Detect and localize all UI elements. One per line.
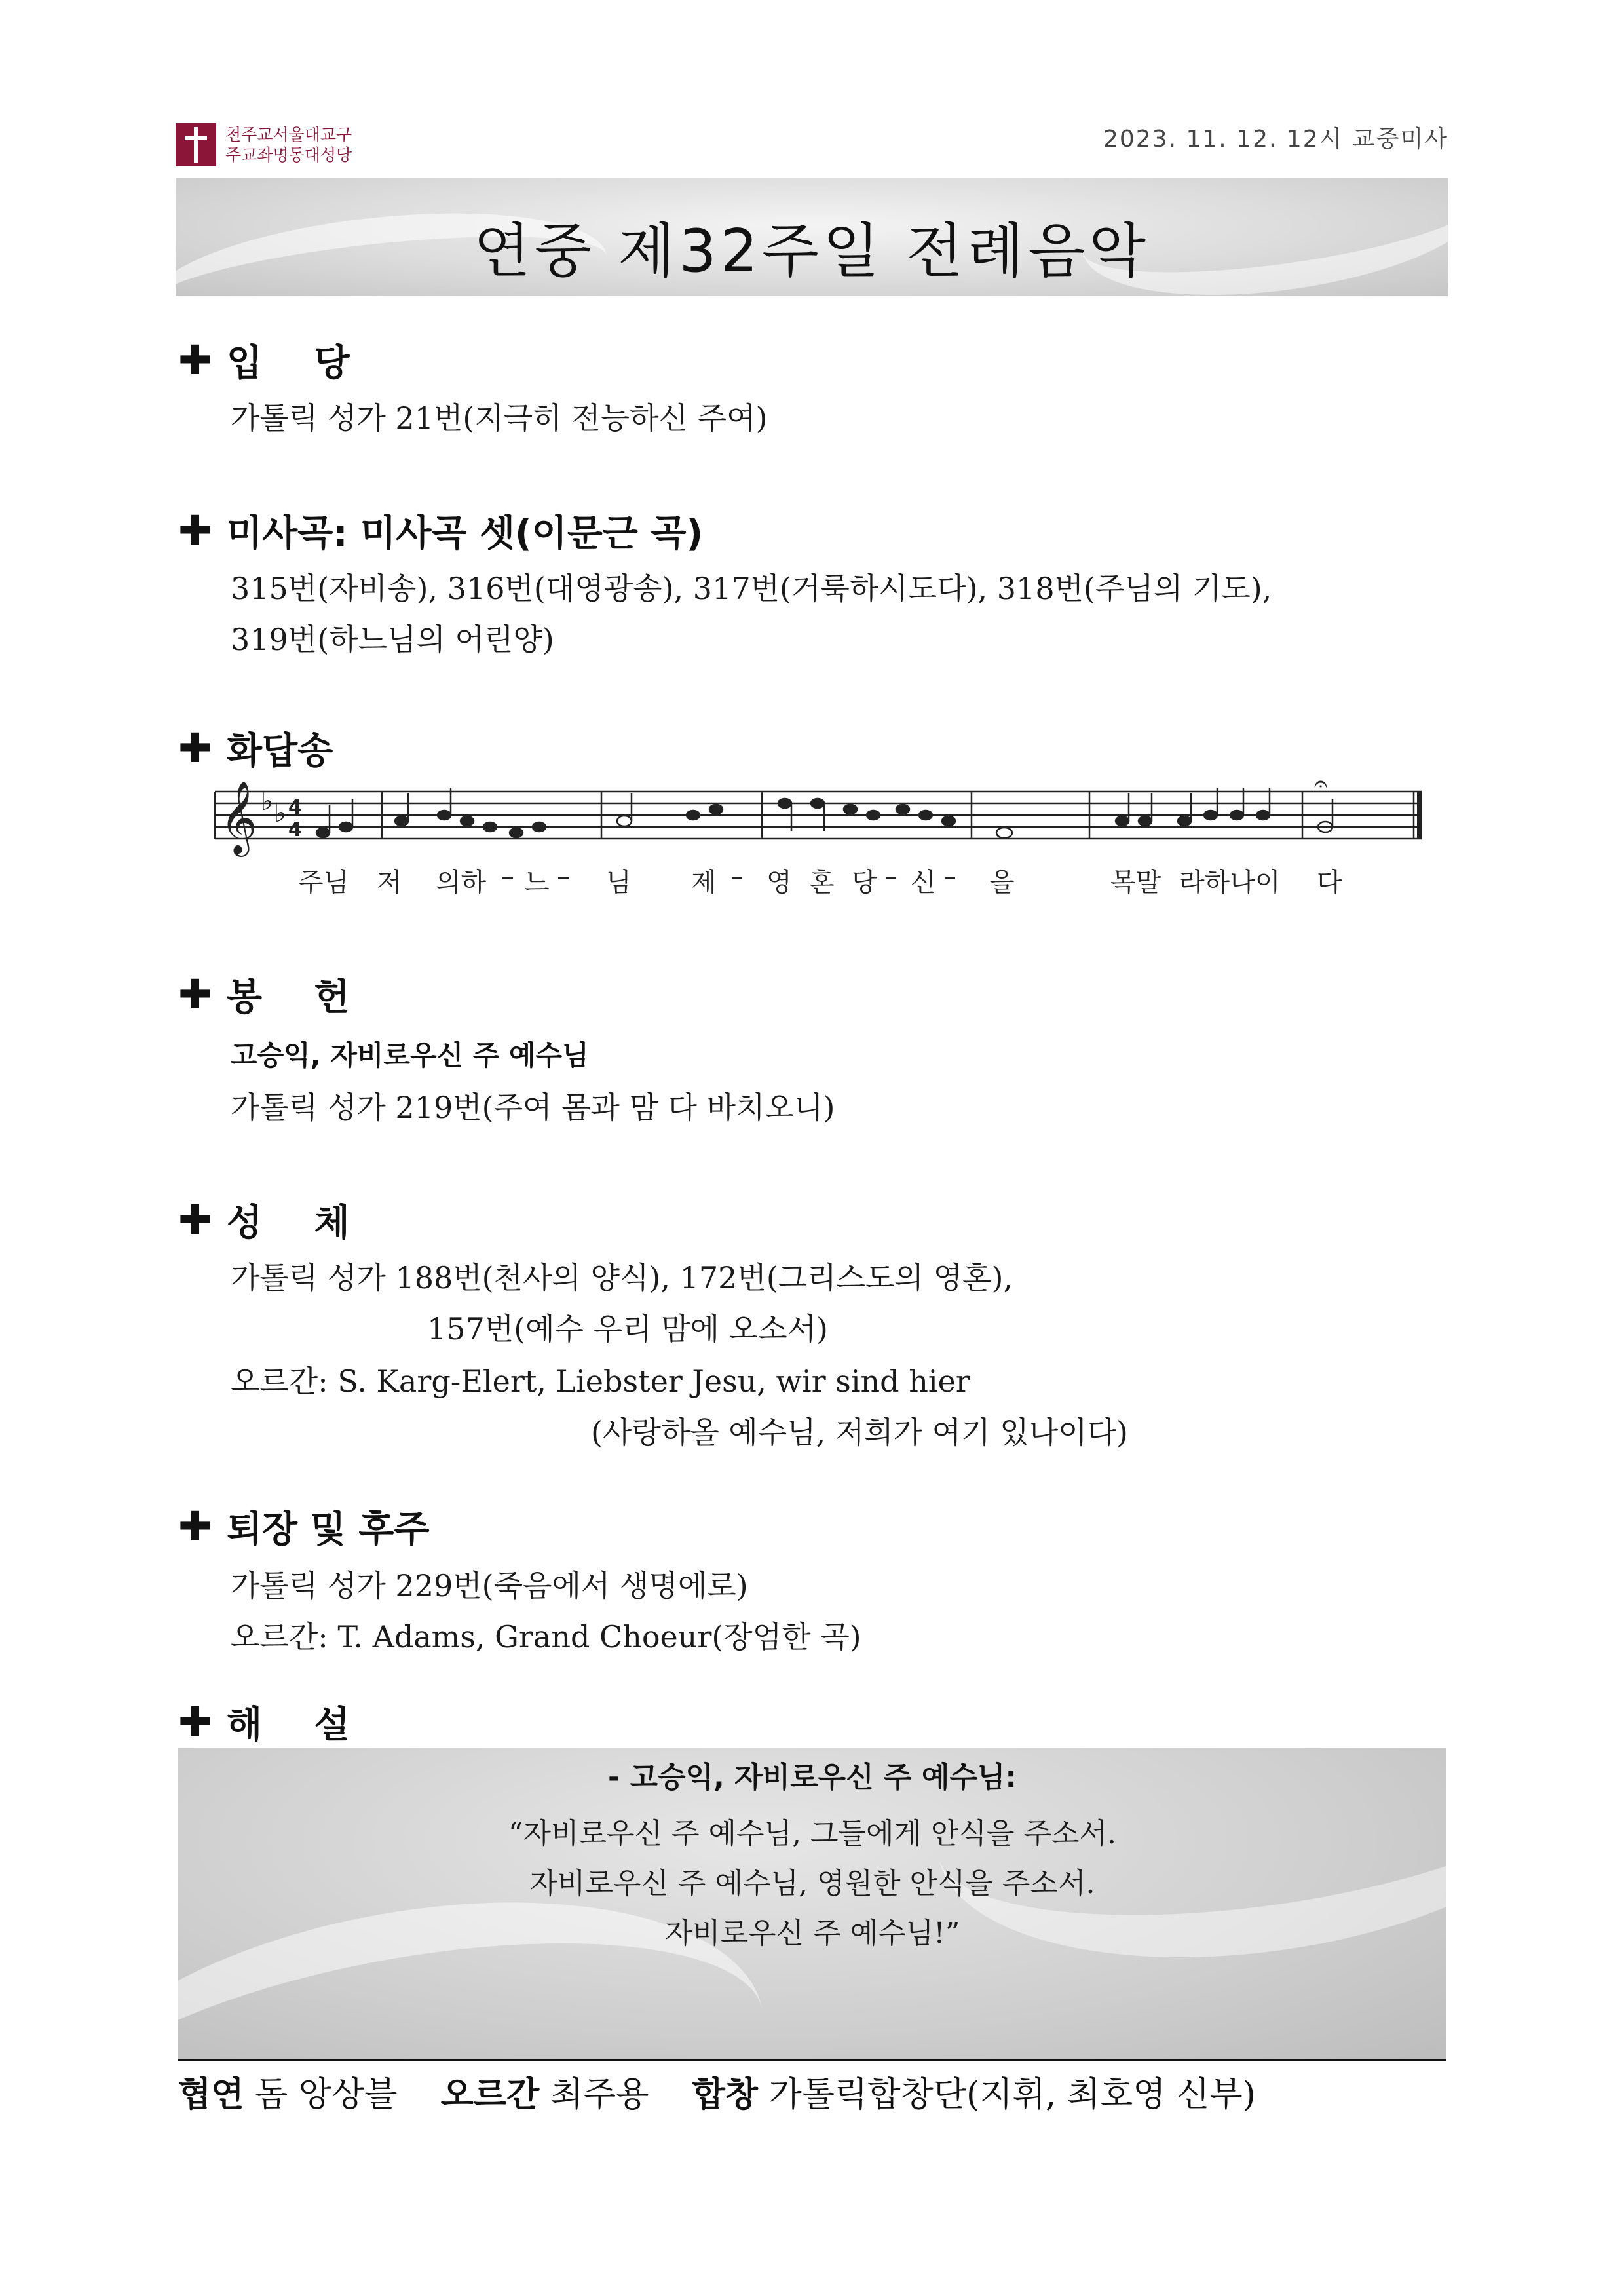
section-psalm-heading (178, 722, 333, 775)
section-offertory-heading (178, 968, 369, 1021)
svg-text:4: 4 (288, 796, 302, 819)
offertory-subtitle: 고승익, 자비로우신 주 예수님 (231, 1039, 589, 1071)
accompanist-name: 돔 앙상블 (255, 2075, 398, 2114)
communion-line-1: 가톨릭 성가 188번(천사의 양식), 172번(그리스도의 영혼), (231, 1260, 1013, 1295)
lyric-syllable: – (884, 862, 897, 892)
lyric-syllable: 신 (911, 868, 936, 898)
commentary-line-3: 자비로우신 주 예수님!” (664, 1917, 960, 1950)
lyric-syllable: 목말 (1110, 868, 1161, 898)
section-ordinary-heading (178, 505, 703, 557)
lyric-syllable: – (730, 862, 744, 892)
communion-line-2: 157번(예수 우리 맘에 오소서) (427, 1311, 828, 1347)
organist-label: 오르간 (440, 2075, 540, 2114)
cross-plus-icon: ✚ (178, 1196, 212, 1244)
flat-sign-icon: ♭ (261, 786, 273, 816)
lyric-syllable: 당 (852, 868, 877, 898)
communion-organ: 오르간: S. Karg-Elert, Liebster Jesu, wir sind hier (231, 1364, 970, 1399)
cross-logo-icon (176, 123, 216, 166)
psalm-lyrics (298, 862, 1425, 898)
section-commentary-heading (178, 1696, 369, 1748)
commentary-line-2: 자비로우신 주 예수님, 영원한 안식을 주소서. (529, 1867, 1095, 1900)
cross-plus-icon: ✚ (178, 970, 212, 1018)
cross-plus-icon: ✚ (178, 507, 212, 554)
lyric-syllable: 주님 (298, 868, 349, 898)
organist-name: 최주용 (550, 2075, 649, 2114)
entrance-hymn: 가톨릭 성가 21번(지극히 전능하신 주여) (231, 400, 768, 436)
section-heading-text: 퇴장 및 후주 (226, 1508, 430, 1551)
recessional-hymn: 가톨릭 성가 229번(죽음에서 생명에로) (231, 1568, 748, 1603)
communion-organ-translation: (사랑하올 예수님, 저희가 여기 있나이다) (591, 1415, 1128, 1450)
commentary-line-1: “자비로우신 주 예수님, 그들에게 안식을 주소서. (508, 1817, 1116, 1850)
lyric-syllable: 느 (524, 868, 550, 898)
lyric-syllable: 저 (377, 868, 402, 898)
lyric-syllable: 제 (691, 868, 717, 898)
lyric-syllable: – (557, 862, 570, 892)
org-line-2: 주교좌명동대성당 (225, 145, 352, 164)
choir-label: 합창 (692, 2075, 759, 2114)
page-title: 연중 제32주일 전례음악 (473, 217, 1150, 286)
mass-date: 2023. 11. 12. 12시 교중미사 (1103, 126, 1448, 153)
section-entrance-heading (178, 334, 369, 387)
treble-clef-icon: 𝄞 (220, 780, 257, 854)
section-heading-text: 미사곡: 미사곡 셋(이문근 곡) (226, 512, 704, 555)
cross-plus-icon: ✚ (178, 1698, 212, 1746)
lyric-syllable: 영 (766, 868, 792, 898)
section-heading-text: 화답송 (226, 730, 333, 773)
performers-footer (178, 2059, 1446, 2116)
lyric-syllable: 님 (606, 868, 632, 898)
lyric-syllable: 의하 (436, 868, 487, 898)
cross-plus-icon: ✚ (178, 336, 212, 384)
commentary-title: - 고승익, 자비로우신 주 예수님: (608, 1761, 1017, 1794)
flat-sign-icon: ♭ (274, 798, 286, 828)
ordinary-line-2: 319번(하느님의 어린양) (231, 622, 554, 657)
fermata-icon: 𝄐 (1314, 778, 1328, 797)
section-recessional-heading (178, 1501, 429, 1553)
section-heading-text: 입 당 (226, 342, 369, 385)
cross-plus-icon: ✚ (178, 1502, 212, 1550)
title-banner (176, 178, 1448, 296)
lyric-syllable: 라하나이 (1179, 868, 1281, 898)
section-heading-text: 해 설 (226, 1704, 369, 1746)
cross-plus-icon: ✚ (178, 724, 212, 772)
org-line-1: 천주교서울대교구 (225, 125, 352, 144)
cathedral-logo (176, 123, 352, 166)
organization-name (225, 124, 352, 165)
lyric-syllable: – (943, 862, 956, 892)
recessional-organ: 오르간: T. Adams, Grand Choeur(장엄한 곡) (231, 1619, 861, 1655)
lyric-syllable: 다 (1317, 868, 1342, 898)
ordinary-line-1: 315번(자비송), 316번(대영광송), 317번(거룩하시도다), 318번(주님의 기도), (231, 571, 1272, 606)
lyric-syllable: 혼 (809, 868, 835, 898)
psalm-notes (316, 788, 1332, 838)
svg-text:4: 4 (288, 818, 302, 841)
section-communion-heading (178, 1194, 369, 1246)
commentary-box (178, 1748, 1446, 2059)
lyric-syllable: 을 (989, 868, 1015, 898)
accompanist-label: 협연 (178, 2075, 244, 2114)
offertory-hymn: 가톨릭 성가 219번(주여 몸과 맘 다 바치오니) (231, 1090, 835, 1125)
section-heading-text: 성 체 (226, 1202, 369, 1244)
section-heading-text: 봉 헌 (226, 976, 369, 1019)
lyric-syllable: – (501, 862, 514, 892)
choir-name: 가톨릭합창단(지휘, 최호영 신부) (768, 2075, 1256, 2114)
